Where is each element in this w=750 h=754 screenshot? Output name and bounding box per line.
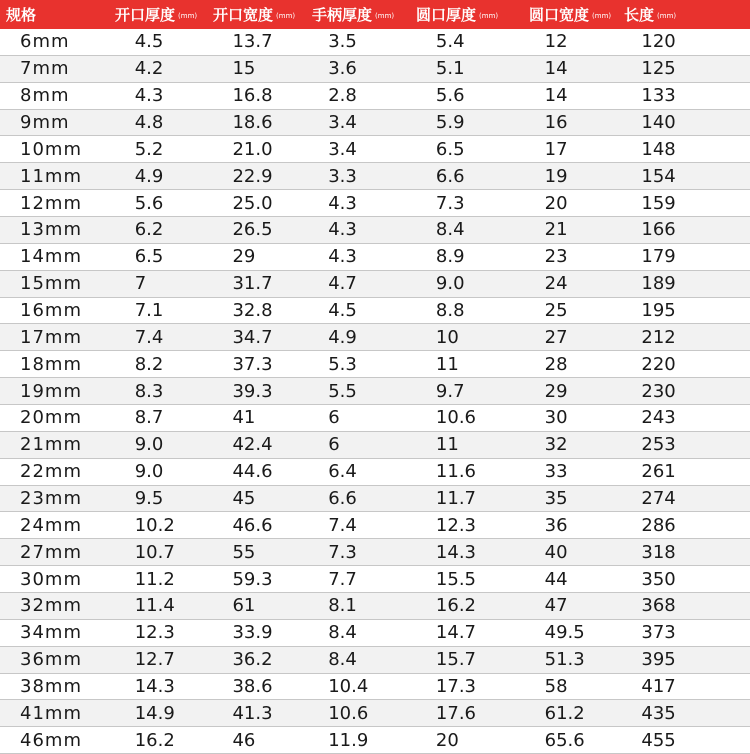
cell-handle-thickness: 3.5	[328, 31, 357, 53]
cell-open-width: 41	[232, 407, 256, 429]
cell-spec: 15mm	[20, 273, 82, 295]
cell-handle-thickness: 2.8	[328, 85, 357, 107]
cell-ring-width: 19	[544, 165, 568, 187]
table-row	[0, 244, 750, 271]
cell-ring-width: 47	[544, 595, 568, 617]
table-row	[0, 432, 750, 459]
cell-length: 140	[641, 112, 676, 133]
cell-handle-thickness: 3.3	[328, 165, 357, 187]
cell-spec: 13mm	[20, 219, 82, 241]
cell-open-thickness: 10.7	[134, 541, 175, 563]
cell-ring-width: 21	[544, 219, 568, 241]
table-row	[0, 29, 750, 56]
cell-ring-thickness: 5.9	[435, 112, 465, 133]
cell-spec: 9mm	[20, 112, 70, 133]
cell-ring-width: 17	[544, 138, 568, 160]
cell-length: 417	[641, 676, 676, 698]
cell-open-width: 16.8	[232, 85, 273, 107]
table-row	[0, 674, 750, 701]
cell-ring-width: 61.2	[544, 702, 585, 724]
cell-spec: 24mm	[20, 514, 82, 536]
cell-handle-thickness: 10.4	[328, 676, 369, 698]
cell-open-width: 25.0	[232, 192, 273, 214]
cell-ring-width: 49.5	[544, 622, 585, 644]
cell-open-width: 38.6	[232, 676, 273, 698]
cell-spec: 34mm	[20, 622, 82, 644]
cell-spec: 17mm	[20, 326, 82, 348]
cell-ring-width: 32	[544, 434, 568, 456]
cell-ring-width: 51.3	[544, 649, 585, 671]
cell-length: 189	[641, 273, 676, 295]
table-row	[0, 593, 750, 620]
cell-handle-thickness: 11.9	[328, 729, 369, 751]
cell-handle-thickness: 6	[328, 434, 340, 456]
cell-ring-width: 14	[544, 58, 568, 80]
table-header	[0, 0, 750, 29]
cell-handle-thickness: 4.9	[328, 326, 357, 348]
cell-open-width: 22.9	[232, 165, 273, 187]
cell-open-width: 36.2	[232, 649, 273, 671]
cell-open-width: 34.7	[232, 326, 273, 348]
cell-open-thickness: 8.7	[134, 407, 164, 429]
cell-ring-thickness: 8.8	[435, 300, 465, 322]
cell-open-thickness: 9.5	[134, 488, 164, 510]
table-body	[0, 29, 750, 754]
cell-ring-thickness: 9.0	[435, 273, 465, 295]
table-row	[0, 459, 750, 486]
table-row	[0, 351, 750, 378]
cell-ring-thickness: 6.6	[435, 165, 465, 187]
cell-length: 395	[641, 649, 676, 671]
cell-open-width: 61	[232, 595, 256, 617]
cell-ring-thickness: 12.3	[435, 514, 476, 536]
cell-ring-thickness: 17.3	[435, 676, 476, 698]
cell-spec: 27mm	[20, 541, 82, 563]
header-unit: (mm)	[657, 11, 677, 20]
cell-ring-width: 24	[544, 273, 568, 295]
cell-open-thickness: 11.4	[134, 595, 175, 617]
cell-handle-thickness: 5.3	[328, 353, 357, 375]
cell-ring-width: 23	[544, 246, 568, 268]
cell-ring-width: 16	[544, 112, 568, 133]
table-row	[0, 298, 750, 325]
cell-ring-thickness: 11.7	[435, 488, 476, 510]
cell-open-width: 45	[232, 488, 256, 510]
cell-length: 455	[641, 729, 676, 751]
cell-handle-thickness: 6.6	[328, 488, 357, 510]
cell-open-thickness: 5.2	[134, 138, 164, 160]
table-row	[0, 190, 750, 217]
cell-open-thickness: 12.7	[134, 649, 175, 671]
cell-ring-thickness: 15.5	[435, 568, 476, 590]
cell-handle-thickness: 4.3	[328, 246, 357, 268]
cell-open-width: 31.7	[232, 273, 273, 295]
cell-ring-width: 28	[544, 353, 568, 375]
cell-open-thickness: 7.4	[134, 326, 164, 348]
cell-ring-thickness: 15.7	[435, 649, 476, 671]
cell-open-width: 39.3	[232, 380, 273, 402]
cell-spec: 16mm	[20, 300, 82, 322]
cell-length: 368	[641, 595, 676, 617]
cell-spec: 41mm	[20, 702, 82, 724]
table-row	[0, 647, 750, 674]
cell-ring-width: 20	[544, 192, 568, 214]
cell-handle-thickness: 7.3	[328, 541, 357, 563]
cell-handle-thickness: 8.1	[328, 595, 357, 617]
cell-open-width: 41.3	[232, 702, 273, 724]
cell-handle-thickness: 3.6	[328, 58, 357, 80]
cell-handle-thickness: 4.3	[328, 192, 357, 214]
cell-ring-thickness: 9.7	[435, 380, 465, 402]
cell-ring-width: 29	[544, 380, 568, 402]
cell-open-thickness: 4.8	[134, 112, 164, 133]
cell-handle-thickness: 7.7	[328, 568, 357, 590]
cell-open-width: 33.9	[232, 622, 273, 644]
cell-open-thickness: 4.3	[134, 85, 164, 107]
cell-handle-thickness: 4.5	[328, 300, 357, 322]
cell-open-width: 55	[232, 541, 256, 563]
cell-spec: 10mm	[20, 138, 82, 160]
header-open-thickness: 开口厚度 (mm)	[115, 6, 198, 24]
cell-spec: 38mm	[20, 676, 82, 698]
cell-spec: 6mm	[20, 31, 70, 53]
cell-ring-width: 33	[544, 461, 568, 483]
header-length: 长度 (mm)	[624, 6, 677, 24]
table-row	[0, 378, 750, 405]
cell-open-thickness: 5.6	[134, 192, 164, 214]
table-row	[0, 163, 750, 190]
cell-handle-thickness: 7.4	[328, 514, 357, 536]
table-row	[0, 136, 750, 163]
cell-open-thickness: 7.1	[134, 300, 164, 322]
cell-length: 133	[641, 85, 676, 107]
cell-open-thickness: 8.3	[134, 380, 164, 402]
cell-length: 148	[641, 138, 676, 160]
header-ring-thickness: 圆口厚度 (mm)	[416, 6, 499, 24]
header-spec: 规格	[6, 6, 37, 24]
cell-ring-thickness: 5.6	[435, 85, 465, 107]
cell-spec: 19mm	[20, 380, 82, 402]
cell-ring-thickness: 11	[435, 353, 459, 375]
cell-length: 154	[641, 165, 676, 187]
cell-open-width: 21.0	[232, 138, 273, 160]
cell-ring-width: 36	[544, 514, 568, 536]
table-row	[0, 620, 750, 647]
table-row	[0, 217, 750, 244]
cell-handle-thickness: 8.4	[328, 622, 357, 644]
cell-ring-width: 30	[544, 407, 568, 429]
cell-ring-thickness: 20	[435, 729, 459, 751]
header-unit: (mm)	[479, 11, 499, 20]
cell-handle-thickness: 5.5	[328, 380, 357, 402]
cell-open-width: 42.4	[232, 434, 273, 456]
cell-ring-width: 25	[544, 300, 568, 322]
cell-spec: 36mm	[20, 649, 82, 671]
cell-ring-thickness: 7.3	[435, 192, 465, 214]
cell-ring-thickness: 17.6	[435, 702, 476, 724]
cell-open-thickness: 9.0	[134, 434, 164, 456]
cell-open-width: 26.5	[232, 219, 273, 241]
cell-length: 125	[641, 58, 676, 80]
cell-open-width: 37.3	[232, 353, 273, 375]
cell-ring-thickness: 11.6	[435, 461, 476, 483]
cell-handle-thickness: 4.3	[328, 219, 357, 241]
cell-length: 261	[641, 461, 676, 483]
cell-length: 318	[641, 541, 676, 563]
cell-length: 195	[641, 300, 676, 322]
cell-ring-width: 58	[544, 676, 568, 698]
cell-open-width: 29	[232, 246, 256, 268]
cell-open-thickness: 7	[134, 273, 147, 295]
table-row	[0, 324, 750, 351]
cell-open-width: 44.6	[232, 461, 273, 483]
cell-length: 159	[641, 192, 676, 214]
cell-open-thickness: 14.3	[134, 676, 175, 698]
cell-spec: 18mm	[20, 353, 82, 375]
cell-open-thickness: 10.2	[134, 514, 175, 536]
cell-handle-thickness: 4.7	[328, 273, 357, 295]
cell-ring-thickness: 6.5	[435, 138, 465, 160]
cell-handle-thickness: 3.4	[328, 138, 357, 160]
table-row	[0, 405, 750, 432]
table-row	[0, 539, 750, 566]
cell-length: 373	[641, 622, 676, 644]
cell-open-thickness: 16.2	[134, 729, 175, 751]
cell-open-width: 46.6	[232, 514, 273, 536]
cell-open-thickness: 8.2	[134, 353, 164, 375]
cell-open-thickness: 9.0	[134, 461, 164, 483]
cell-handle-thickness: 8.4	[328, 649, 357, 671]
cell-ring-width: 12	[544, 31, 568, 53]
cell-open-thickness: 11.2	[134, 568, 175, 590]
table-row	[0, 271, 750, 298]
cell-ring-thickness: 10.6	[435, 407, 476, 429]
cell-open-width: 18.6	[232, 112, 273, 133]
cell-spec: 32mm	[20, 595, 82, 617]
cell-open-width: 59.3	[232, 568, 273, 590]
cell-ring-width: 44	[544, 568, 568, 590]
cell-handle-thickness: 10.6	[328, 702, 369, 724]
cell-ring-thickness: 5.1	[435, 58, 465, 80]
cell-ring-width: 40	[544, 541, 568, 563]
cell-spec: 46mm	[20, 729, 82, 751]
header-unit: (mm)	[276, 11, 296, 20]
cell-spec: 14mm	[20, 246, 82, 268]
cell-open-thickness: 4.2	[134, 58, 164, 80]
cell-open-thickness: 4.9	[134, 165, 164, 187]
cell-length: 350	[641, 568, 676, 590]
table-row	[0, 727, 750, 754]
cell-ring-thickness: 8.9	[435, 246, 465, 268]
cell-spec: 11mm	[20, 165, 82, 187]
cell-ring-width: 14	[544, 85, 568, 107]
cell-open-thickness: 6.2	[134, 219, 164, 241]
table-row	[0, 56, 750, 83]
cell-length: 435	[641, 702, 676, 724]
cell-ring-thickness: 14.3	[435, 541, 476, 563]
cell-length: 179	[641, 246, 676, 268]
cell-ring-width: 65.6	[544, 729, 585, 751]
cell-open-width: 13.7	[232, 31, 273, 53]
cell-spec: 23mm	[20, 488, 82, 510]
cell-spec: 12mm	[20, 192, 82, 214]
header-handle-thickness: 手柄厚度 (mm)	[312, 6, 395, 24]
table-row	[0, 110, 750, 137]
cell-handle-thickness: 6	[328, 407, 340, 429]
cell-ring-thickness: 11	[435, 434, 459, 456]
header-unit: (mm)	[375, 11, 395, 20]
cell-length: 220	[641, 353, 676, 375]
cell-length: 274	[641, 488, 676, 510]
header-unit: (mm)	[178, 11, 198, 20]
cell-length: 243	[641, 407, 676, 429]
cell-spec: 22mm	[20, 461, 82, 483]
cell-ring-width: 27	[544, 326, 568, 348]
cell-open-thickness: 12.3	[134, 622, 175, 644]
cell-spec: 30mm	[20, 568, 82, 590]
table-row	[0, 83, 750, 110]
cell-length: 212	[641, 326, 676, 348]
cell-ring-thickness: 8.4	[435, 219, 465, 241]
cell-length: 286	[641, 514, 676, 536]
cell-handle-thickness: 3.4	[328, 112, 357, 133]
table-row	[0, 566, 750, 593]
cell-ring-thickness: 16.2	[435, 595, 476, 617]
table-row	[0, 700, 750, 727]
cell-open-width: 32.8	[232, 300, 273, 322]
cell-spec: 7mm	[20, 58, 70, 80]
header-open-width: 开口宽度 (mm)	[213, 6, 296, 24]
cell-ring-thickness: 5.4	[435, 31, 465, 53]
table-row	[0, 512, 750, 539]
cell-length: 253	[641, 434, 676, 456]
cell-handle-thickness: 6.4	[328, 461, 357, 483]
cell-open-thickness: 6.5	[134, 246, 164, 268]
cell-spec: 20mm	[20, 407, 82, 429]
cell-ring-thickness: 14.7	[435, 622, 476, 644]
cell-length: 166	[641, 219, 676, 241]
cell-open-width: 15	[232, 58, 256, 80]
cell-length: 120	[641, 31, 676, 53]
header-ring-width: 圆口宽度 (mm)	[529, 6, 612, 24]
table-row	[0, 486, 750, 513]
cell-open-width: 46	[232, 729, 256, 751]
cell-spec: 21mm	[20, 434, 82, 456]
cell-ring-width: 35	[544, 488, 568, 510]
cell-open-thickness: 4.5	[134, 31, 164, 53]
cell-open-thickness: 14.9	[134, 702, 175, 724]
cell-spec: 8mm	[20, 85, 70, 107]
cell-ring-thickness: 10	[435, 326, 459, 348]
header-unit: (mm)	[592, 11, 612, 20]
cell-length: 230	[641, 380, 676, 402]
